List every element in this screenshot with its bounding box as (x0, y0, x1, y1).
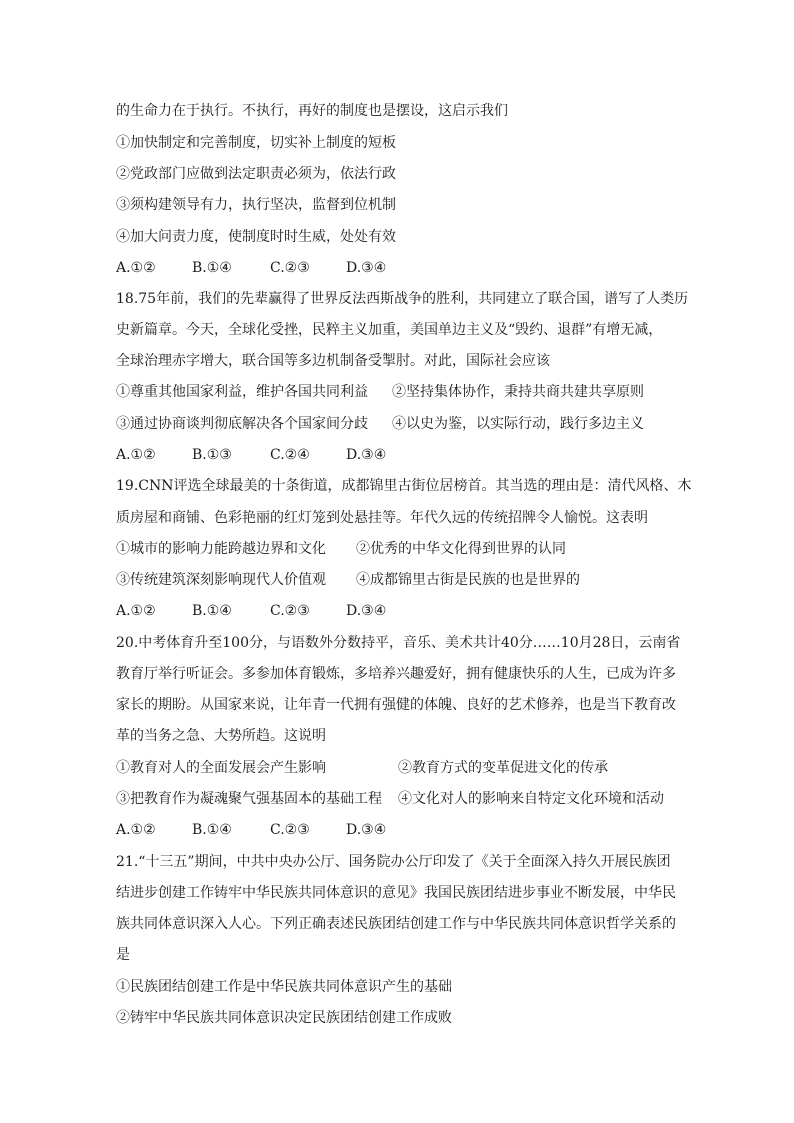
choice-a: A.①② (116, 260, 156, 276)
option-line: ④成都锦里古街是民族的也是世界的 (356, 572, 580, 588)
choice-a: A.①② (116, 603, 156, 619)
question-21-line: 21.“十三五”期间，中共中央办公厅、国务院办公厅印发了《关于全面深入持久开展民族团 (116, 854, 671, 870)
choice-c: C.②④ (270, 447, 310, 463)
option-line: ④文化对人的影响来自特定文化环境和活动 (398, 791, 664, 807)
option-line: ②坚持集体协作，秉持共商共建共享原则 (392, 384, 644, 400)
choice-d: D.③④ (346, 822, 387, 838)
choice-d: D.③④ (346, 603, 387, 619)
answer-choices (116, 445, 386, 465)
question-19-line: 19.CNN评选全球最美的十条街道，成都锦里古街位居榜首。其当选的理由是：清代风格、木 (116, 478, 692, 494)
answer-choices (116, 601, 386, 621)
question-20-line: 20.中考体育升至100分，与语数外分数持平，音乐、美术共计40分……10月28日，云南省 (116, 635, 681, 651)
choice-c: C.②③ (270, 603, 310, 619)
choice-c: C.②③ (270, 260, 310, 276)
choice-a: A.①② (116, 822, 156, 838)
question-18-line: 18.75年前，我们的先辈赢得了世界反法西斯战争的胜利，共同建立了联合国，谱写了人类历 (116, 291, 689, 307)
option-line: ①尊重其他国家利益，维护各国共同利益 (116, 384, 368, 400)
question-20-line: 家长的期盼。从国家来说，让年青一代拥有强健的体魄、良好的艺术修养，也是当下教育改 (116, 697, 676, 713)
question-18-line: 全球治理赤字增大，联合国等多边机制备受掣肘。对此，国际社会应该 (116, 353, 550, 369)
option-line: ③须构建领导有力，执行坚决，监督到位机制 (116, 197, 396, 213)
choice-d: D.③④ (346, 260, 387, 276)
option-line: ③通过协商谈判彻底解决各个国家间分歧 (116, 416, 368, 432)
choice-a: A.①② (116, 447, 156, 463)
option-line: ③传统建筑深刻影响现代人价值观 (116, 572, 326, 588)
question-20-line: 革的当务之急、大势所趋。这说明 (116, 728, 326, 744)
answer-choices (116, 258, 386, 278)
option-line: ④加大问责力度，使制度时时生威，处处有效 (116, 229, 396, 245)
question-21-line: 结进步创建工作铸牢中华民族共同体意识的意见》我国民族团结进步事业不断发展，中华民 (116, 885, 676, 901)
choice-b: B.①④ (192, 603, 232, 619)
question-19-line: 质房屋和商铺、色彩艳丽的红灯笼到处悬挂等。年代久远的传统招牌令人愉悦。这表明 (116, 510, 648, 526)
question-text-line: 的生命力在于执行。不执行，再好的制度也是摆设，这启示我们 (116, 103, 508, 119)
option-line: ③把教育作为凝魂聚气强基固本的基础工程 (116, 791, 382, 807)
question-21-line: 是 (116, 947, 130, 963)
answer-choices (116, 820, 386, 840)
question-20-line: 教育厅举行听证会。多参加体育锻炼，多培养兴趣爱好，拥有健康快乐的人生，已成为许多 (116, 666, 676, 682)
option-line: ②优秀的中华文化得到世界的认同 (356, 541, 566, 557)
question-21-line: 族共同体意识深入人心。下列正确表述民族团结创建工作与中华民族共同体意识哲学关系的 (116, 916, 676, 932)
option-line: ①民族团结创建工作是中华民族共同体意识产生的基础 (116, 979, 452, 995)
choice-b: B.①③ (192, 447, 232, 463)
choice-b: B.①④ (192, 260, 232, 276)
option-line: ②党政部门应做到法定职责必须为，依法行政 (116, 166, 396, 182)
option-line: ①加快制定和完善制度，切实补上制度的短板 (116, 135, 396, 151)
choice-c: C.②③ (270, 822, 310, 838)
question-18-line: 史新篇章。今天，全球化受挫，民粹主义加重，美国单边主义及“毁约、退群”有增无减， (116, 322, 663, 338)
option-line: ②铸牢中华民族共同体意识决定民族团结创建工作成败 (116, 1010, 452, 1026)
choice-b: B.①④ (192, 822, 232, 838)
choice-d: D.③④ (346, 447, 387, 463)
option-line: ②教育方式的变革促进文化的传承 (398, 760, 608, 776)
option-line: ①教育对人的全面发展会产生影响 (116, 760, 326, 776)
option-line: ①城市的影响力能跨越边界和文化 (116, 541, 326, 557)
option-line: ④以史为鉴，以实际行动，践行多边主义 (392, 416, 644, 432)
